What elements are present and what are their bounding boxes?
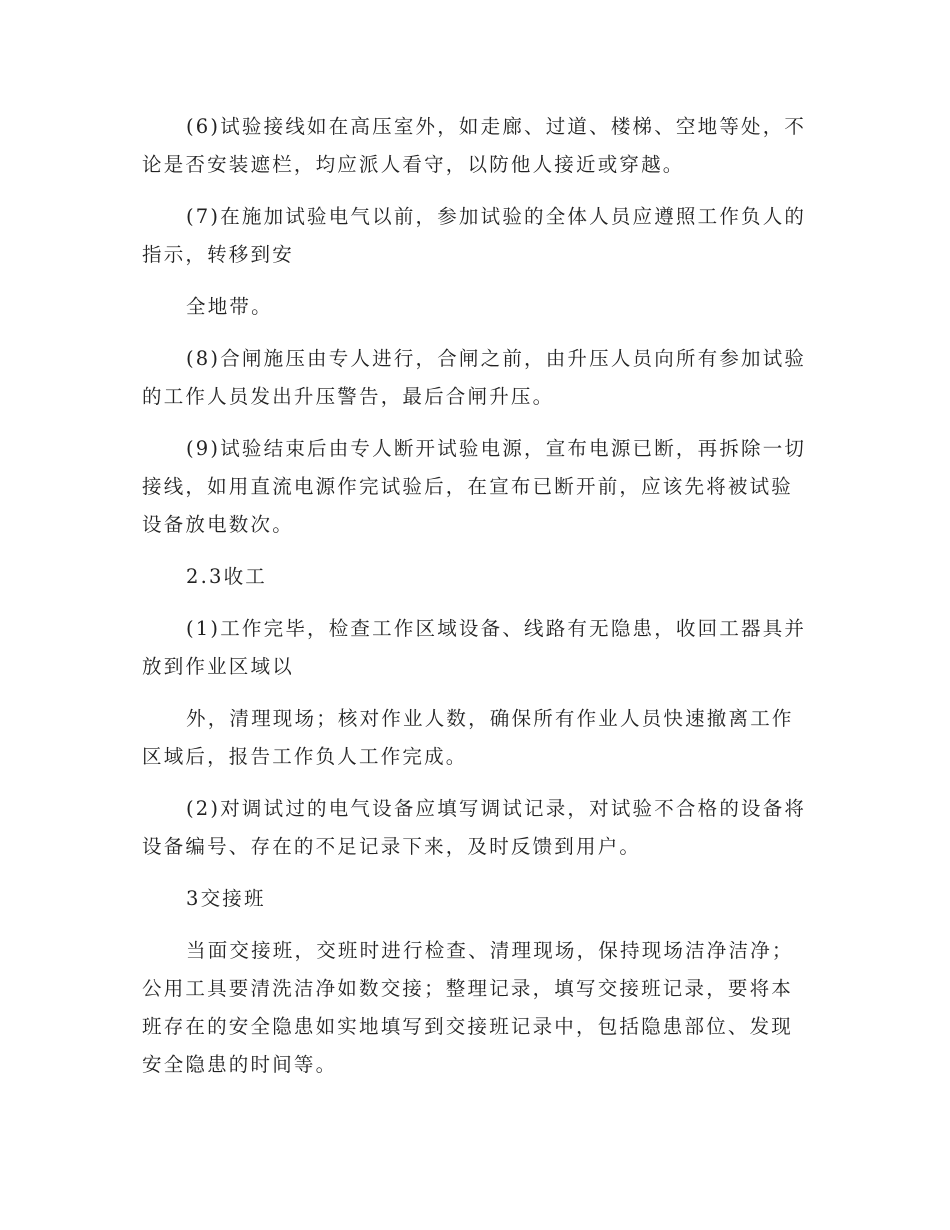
paragraph-continuation	[142, 700, 810, 776]
paragraph-item-8	[142, 340, 810, 416]
text-line: (2)对调试过的电气设备应填写调试记录，对试验不合格的设备将	[186, 797, 807, 820]
text-line: (9)试验结束后由专人断开试验电源，宣布电源已断，再拆除一切	[186, 437, 807, 460]
section-heading-2-3	[142, 558, 810, 596]
text-line: 班存在的安全隐患如实地填写到交接班记录中，包括隐患部位、发现	[142, 1015, 794, 1038]
paragraph-item-2	[142, 790, 810, 866]
text-line: 公用工具要清洗洁净如数交接；整理记录，填写交接班记录，要将本	[142, 977, 794, 1000]
paragraph-item-9	[142, 430, 810, 544]
text-line: 当面交接班，交班时进行检查、清理现场，保持现场洁净洁净；	[186, 939, 794, 962]
text-line: (6)试验接线如在高压室外，如走廊、过道、楼梯、空地等处，不	[186, 115, 807, 138]
text-line: 指示，转移到安	[142, 243, 294, 266]
text-line: 接线，如用直流电源作完试验后，在宣布已断开前，应该先将被试验	[142, 475, 794, 498]
text-line: (8)合闸施压由专人进行，合闸之前，由升压人员向所有参加试验	[186, 347, 807, 370]
paragraph-item-1	[142, 610, 810, 686]
text-line: 设备编号、存在的不足记录下来，及时反馈到用户。	[142, 835, 642, 858]
document-body	[142, 108, 810, 1084]
text-line: 区域后，报告工作负人工作完成。	[142, 745, 468, 768]
section-heading-3	[142, 880, 810, 918]
section-heading: 3交接班	[186, 887, 266, 910]
text-line: 安全隐患的时间等。	[142, 1053, 338, 1076]
text-line: 设备放电数次。	[142, 513, 294, 536]
paragraph-item-6	[142, 108, 810, 184]
text-line: (7)在施加试验电气以前，参加试验的全体人员应遵照工作负人的	[186, 205, 807, 228]
text-line: 全地带。	[186, 295, 273, 318]
text-line: 的工作人员发出升压警告，最后合闸升压。	[142, 385, 555, 408]
paragraph-handover	[142, 932, 810, 1084]
text-line: 论是否安装遮栏，均应派人看守，以防他人接近或穿越。	[142, 153, 685, 176]
section-heading: 2.3收工	[186, 565, 268, 588]
paragraph-continuation	[142, 288, 810, 326]
paragraph-item-7	[142, 198, 810, 274]
text-line: (1)工作完毕，检查工作区域设备、线路有无隐患，收回工器具并	[186, 617, 807, 640]
text-line: 放到作业区域以	[142, 655, 294, 678]
text-line: 外，清理现场；核对作业人数，确保所有作业人员快速撤离工作	[186, 707, 794, 730]
